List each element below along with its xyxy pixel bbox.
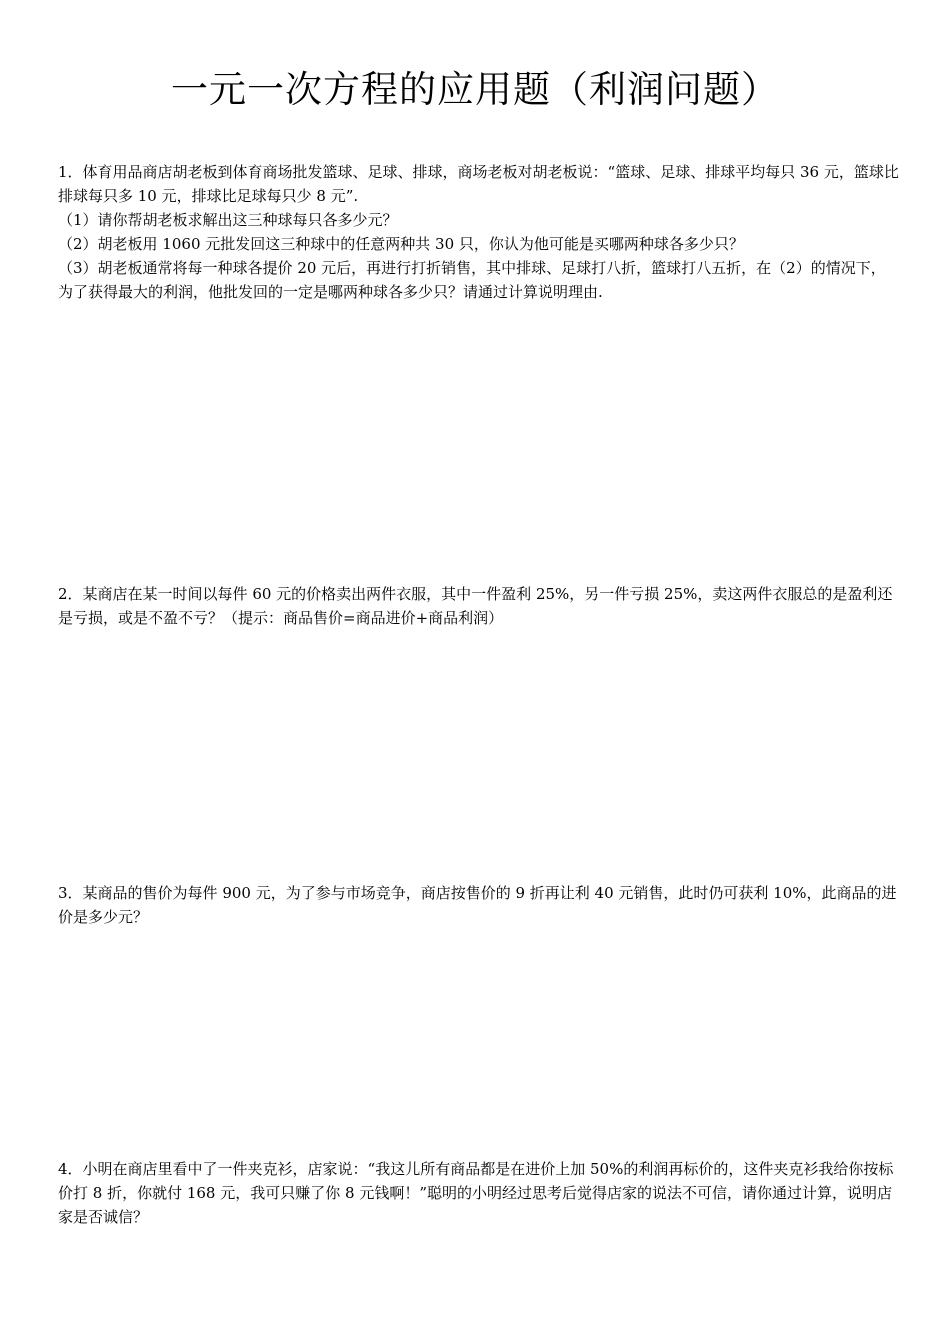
problem-2-stem: 2．某商店在某一时间以每件 60 元的价格卖出两件衣服，其中一件盈利 25%，另一件亏损 25%，卖这两件衣服总的是盈利还是亏损，或是不盈不亏？（提示：商品售价=商品进价+商品利润） <box>58 585 893 627</box>
problem-4-stem: 4．小明在商店里看中了一件夹克衫，店家说：“我这儿所有商品都是在进价上加 50%的利润再标价的，这件夹克衫我给你按标价打 8 折，你就付 168 元，我可只赚了你 8 元钱啊！”聪明的小明经过思考后觉得店家的说法不可信，请你通过计算，说明店家是否诚信？ <box>58 1160 894 1226</box>
problem-1 <box>58 160 900 304</box>
problem-4 <box>58 1157 900 1229</box>
problem-1-question-2: （2）胡老板用 1060 元批发回这三种球中的任意两种共 30 只，你认为他可能是买哪两种球各多少只？ <box>58 235 744 253</box>
page-title: 一元一次方程的应用题（利润问题） <box>171 68 779 111</box>
problem-3-stem: 3．某商品的售价为每件 900 元，为了参与市场竞争，商店按售价的 9 折再让利 40 元销售，此时仍可获利 10%，此商品的进价是多少元？ <box>58 884 897 926</box>
problem-1-question-3: （3）胡老板通常将每一种球各提价 20 元后，再进行打折销售，其中排球、足球打八折，篮球打八五折，在（2）的情况下，为了获得最大的利润，他批发回的一定是哪两种球各多少只？请通过计算说明理由. <box>58 259 886 301</box>
problem-3 <box>58 881 900 929</box>
problem-1-question-1: （1）请你帮胡老板求解出这三种球每只各多少元？ <box>58 211 398 229</box>
problem-1-stem: 1．体育用品商店胡老板到体育商场批发篮球、足球、排球，商场老板对胡老板说：“篮球、足球、排球平均每只 36 元，篮球比排球每只多 10 元，排球比足球每只少 8 元”. <box>58 163 899 205</box>
problem-2 <box>58 582 900 630</box>
